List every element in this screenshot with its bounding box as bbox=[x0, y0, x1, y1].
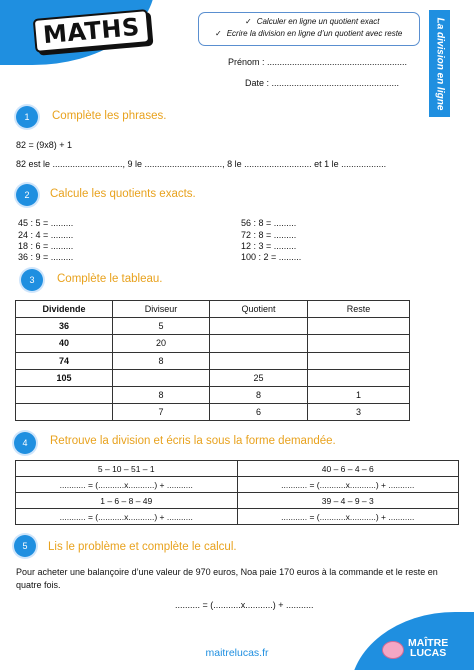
s2-right-1: 56 : 8 = ......... bbox=[241, 218, 297, 228]
s1-equation: 82 = (9x8) + 1 bbox=[16, 140, 73, 150]
problem-text-line-1: Pour acheter une balançoire d’une valeur de 970 euros, Noa paie 170 euros à la commande et le reste en bbox=[16, 567, 438, 577]
section-1-number: 1 bbox=[16, 106, 38, 128]
section-5-number: 5 bbox=[14, 535, 36, 557]
section-2-number: 2 bbox=[16, 184, 38, 206]
s2-left-2: 24 : 4 = ......... bbox=[18, 230, 74, 240]
s2-right-3: 12 : 3 = ......... bbox=[241, 241, 297, 251]
objective-1: ✓ Calculer en ligne un quotient exact bbox=[245, 17, 380, 26]
table-cell bbox=[113, 369, 210, 386]
brand-line-2: LUCAS bbox=[410, 647, 447, 659]
header-diviseur: Diviseur bbox=[113, 301, 210, 318]
table-cell: 8 bbox=[113, 352, 210, 369]
division-table bbox=[15, 300, 410, 421]
prenom-field: Prénom : ........................................................ bbox=[228, 57, 408, 67]
table-row bbox=[16, 386, 410, 403]
maths-logo: MATHS bbox=[33, 9, 150, 53]
answer-cell: ........... = (...........x...........) + ........... bbox=[16, 477, 238, 493]
s2-right-2: 72 : 8 = ......... bbox=[241, 230, 297, 240]
objective-2: ✓ Ecrire la division en ligne d’un quotient avec reste bbox=[215, 29, 403, 38]
table-cell: 20 bbox=[113, 335, 210, 352]
section-1-title: Complète les phrases. bbox=[52, 110, 167, 122]
topic-tab bbox=[429, 10, 450, 117]
brain-icon bbox=[382, 641, 404, 659]
answer-cell: ........... = (...........x...........) + ........... bbox=[16, 509, 238, 525]
problem-text-line-2: quatre fois. bbox=[16, 580, 61, 590]
objectives-box bbox=[198, 12, 420, 46]
table-row bbox=[16, 461, 459, 477]
table-cell bbox=[308, 318, 410, 335]
date-field: Date : ................................................... bbox=[245, 78, 400, 88]
table-cell: 6 bbox=[210, 404, 308, 421]
section-4-title: Retrouve la division et écris la sous la forme demandée. bbox=[50, 435, 336, 447]
section-2-title: Calcule les quotients exacts. bbox=[50, 188, 196, 200]
table-header-row bbox=[16, 301, 410, 318]
table-cell: 5 bbox=[113, 318, 210, 335]
table-row bbox=[16, 352, 410, 369]
table-cell bbox=[210, 352, 308, 369]
s2-left-4: 36 : 9 = ......... bbox=[18, 252, 74, 262]
table-cell: 74 bbox=[16, 352, 113, 369]
table-cell: 1 bbox=[308, 386, 410, 403]
problem-formula: .......... = (...........x...........) + ........... bbox=[175, 600, 314, 610]
numbers-cell: 5 – 10 – 51 – 1 bbox=[16, 461, 238, 477]
table-cell: 3 bbox=[308, 404, 410, 421]
section-5-title: Lis le problème et complète le calcul. bbox=[48, 541, 237, 553]
table-cell bbox=[16, 404, 113, 421]
header-dividende: Dividende bbox=[16, 301, 113, 318]
check-icon: ✓ bbox=[215, 29, 222, 38]
table-row bbox=[16, 369, 410, 386]
numbers-cell: 1 – 6 – 8 – 49 bbox=[16, 493, 238, 509]
table-cell: 40 bbox=[16, 335, 113, 352]
numbers-cell: 40 – 6 – 4 – 6 bbox=[237, 461, 459, 477]
table-cell: 8 bbox=[210, 386, 308, 403]
brand-logo bbox=[408, 638, 448, 658]
table-row bbox=[16, 335, 410, 352]
table-cell bbox=[308, 335, 410, 352]
table-cell: 25 bbox=[210, 369, 308, 386]
s2-left-3: 18 : 6 = ......... bbox=[18, 241, 74, 251]
topic-label: La division en ligne bbox=[434, 17, 445, 110]
table-row bbox=[16, 318, 410, 335]
section-4-number: 4 bbox=[14, 432, 36, 454]
section-3-number: 3 bbox=[21, 269, 43, 291]
table-cell bbox=[16, 386, 113, 403]
table-cell: 36 bbox=[16, 318, 113, 335]
table-cell: 105 bbox=[16, 369, 113, 386]
table-row bbox=[16, 477, 459, 493]
answer-cell: ........... = (...........x...........) + ........... bbox=[237, 509, 459, 525]
check-icon: ✓ bbox=[245, 17, 252, 26]
table-row bbox=[16, 509, 459, 525]
numbers-cell: 39 – 4 – 9 – 3 bbox=[237, 493, 459, 509]
table-cell bbox=[308, 352, 410, 369]
s1-sentence: 82 est le ............................, 9 le ..............................., 8 le ........................... et 1 le .................. bbox=[16, 159, 387, 169]
division-writing-table bbox=[15, 460, 459, 525]
table-cell bbox=[210, 318, 308, 335]
table-cell bbox=[308, 369, 410, 386]
header-reste: Reste bbox=[308, 301, 410, 318]
header-quotient: Quotient bbox=[210, 301, 308, 318]
table-row bbox=[16, 404, 410, 421]
section-3-title: Complète le tableau. bbox=[57, 273, 163, 285]
s2-right-4: 100 : 2 = ......... bbox=[241, 252, 302, 262]
table-cell: 7 bbox=[113, 404, 210, 421]
table-row bbox=[16, 493, 459, 509]
table-cell: 8 bbox=[113, 386, 210, 403]
footer-website: maitrelucas.fr bbox=[205, 647, 269, 659]
answer-cell: ........... = (...........x...........) + ........... bbox=[237, 477, 459, 493]
table-cell bbox=[210, 335, 308, 352]
s2-left-1: 45 : 5 = ......... bbox=[18, 218, 74, 228]
brand-line-1: MAÎTRE bbox=[408, 637, 449, 649]
